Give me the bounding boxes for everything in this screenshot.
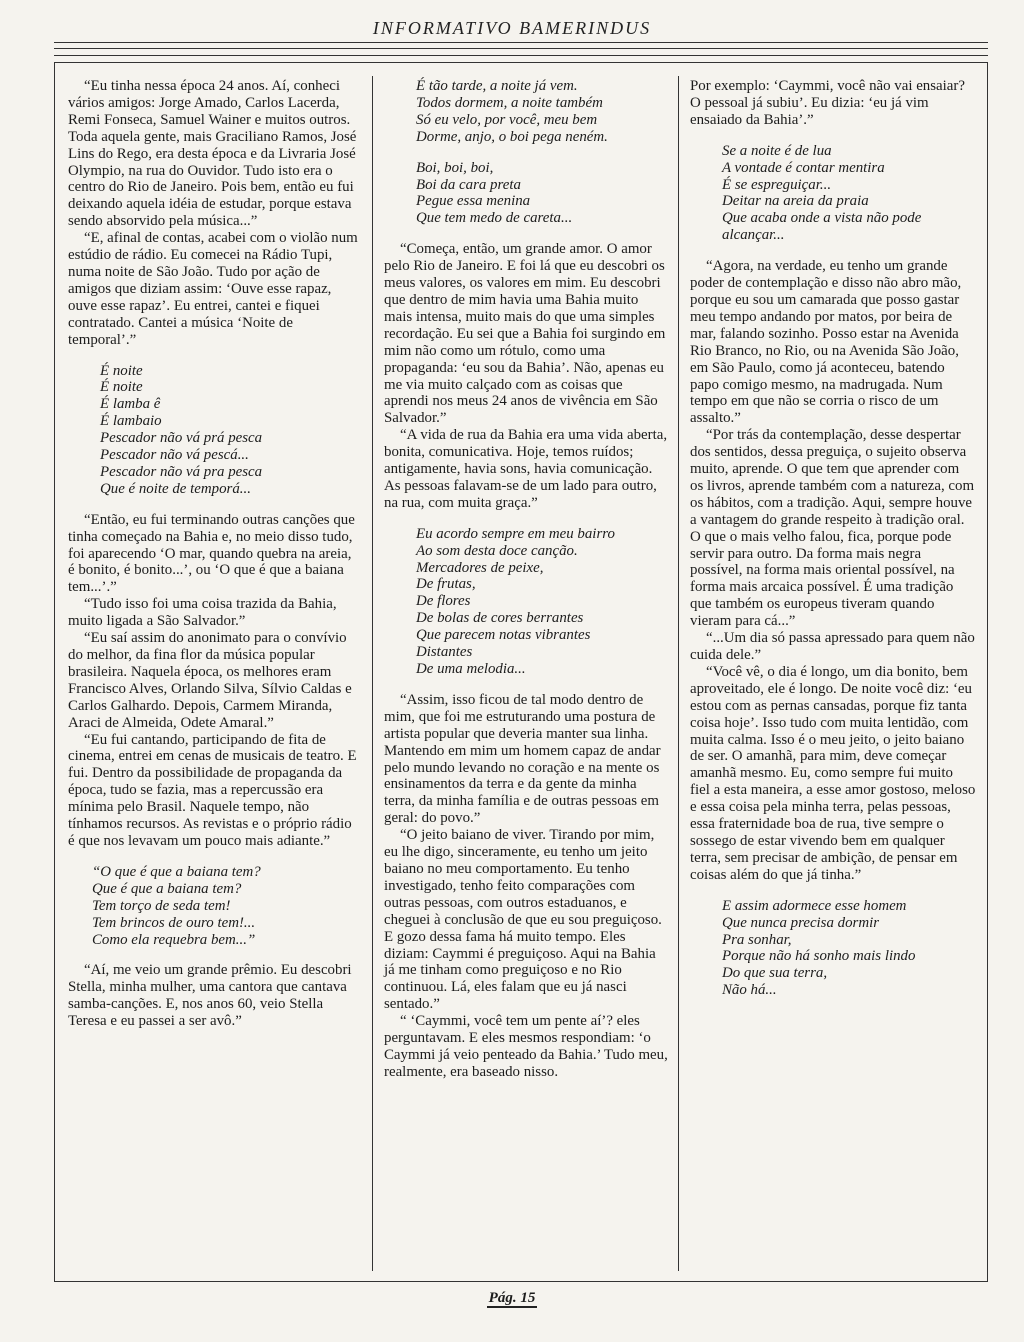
paragraph: “ ‘Caymmi, você tem um pente aí’? eles perguntavam. E eles mesmos respondiam: ‘o Caymmi já veio penteado da Bahia.’ Tudo meu, realmente, era baseado nisso. (384, 1013, 668, 1080)
paragraph: “E, afinal de contas, acabei com o violão num estúdio de rádio. Eu comecei na Rádio Tupi, numa noite de São João. Tudo por ação de amigos que diziam assim: ‘Ouve esse rapaz, ouve esse rapaz’. Eu entrei, cantei e fiquei contratado. Cantei a música ‘Noite de temporal’.” (68, 230, 358, 348)
column-2 (384, 78, 668, 1081)
paragraph: “Tudo isso foi uma coisa trazida da Bahia, muito ligada a São Salvador.” (68, 596, 337, 630)
paragraph: “O jeito baiano de viver. Tirando por mim, eu lhe digo, sinceramente, eu tenho um jeito baiano no meu comportamento. Eu tenho investigado, tenho feito comparações com outras pessoas, com outros estaduanos, e cheguei à conclusão de que eu sou preguiçoso. E gozo dessa fama há muito tempo. Eles diziam: Caymmi é preguiçoso. Aqui na Bahia já me tinham como preguiçoso e no Rio continuou. Lá, eles falam que eu já nasci sentado.” (384, 827, 662, 1013)
paragraph: Por exemplo: ‘Caymmi, você não vai ensaiar? O pessoal já subiu’. Eu dizia: ‘eu já vim ensaiado da Bahia’.” (690, 78, 965, 128)
poem-verse: É tão tarde, a noite já vem. Todos dormem, a noite também Só eu velo, por você, meu bem Dorme, anjo, o boi pega neném. (416, 78, 608, 145)
header-rule (54, 42, 988, 56)
page-header: INFORMATIVO BAMERINDUS (372, 18, 652, 38)
paragraph: “Então, eu fui terminando outras canções que tinha começado na Bahia e, no meio disso tudo, foi aparecendo ‘O mar, quando quebra na areia, é bonito, é bonito...’, ou ‘O que é que a baiana tem...’.” (68, 511, 355, 596)
paragraph: “A vida de rua da Bahia era uma vida aberta, bonita, comunicativa. Hoje, temos ruídos; antigamente, havia sons, havia comunicação. As pessoas falavam-se de um lado para outro, na rua, com muita graça.” (384, 427, 668, 511)
paragraph: “Aí, me veio um grande prêmio. Eu descobri Stella, minha mulher, uma cantora que cantava samba-canções. E, nos anos 60, veio Stella Teresa e eu passei a ser avô.” (68, 962, 352, 1030)
paragraph: “Assim, isso ficou de tal modo dentro de mim, que foi me estruturando uma postura de artista popular que deveria manter sua linha. Mantendo em mim um homem capaz de andar pelo mundo levando no coração e na mente os ensinamentos da terra e da gente da minha terra, da minha família e de outras pessoas em geral: do povo.” (384, 691, 661, 827)
column-divider-2 (678, 76, 679, 1271)
paragraph: “...Um dia só passa apressado para quem não cuida dele.” (690, 630, 975, 663)
poem-verse: Eu acordo sempre em meu bairro Ao som desta doce canção. Mercadores de peixe, De frutas, De flores De bolas de cores berrantes Que parecem notas vibrantes Distantes De uma melodia... (416, 525, 615, 677)
poem-verse: “O que é que a baiana tem? Que é que a baiana tem? Tem torço de seda tem! Tem brincos de ouro tem!... Como ela requebra bem...” (92, 863, 261, 948)
paragraph: “Eu saí assim do anonimato para o convívio do melhor, da fina flor da música popular brasileira. Naquela época, os melhores eram Francisco Alves, Orlando Silva, Sílvio Caldas e Carlos Galhardo. Depois, Carmem Miranda, Araci de Almeida, Odete Amaral.” (68, 630, 352, 731)
paragraph: “Começa, então, um grande amor. O amor pelo Rio de Janeiro. E foi lá que eu descobri os meus valores, os valores em mim. Eu descobri que dentro de mim havia uma Bahia muito mais intensa, muito mais do que uma simples recordação. Eu sei que a Bahia foi surgindo em mim não como um rótulo, como uma propaganda: ‘eu sou da Bahia’. Não, apenas eu me via muito calçado com as coisas que aprendi nos meus 24 anos de vivência em São Salvador.” (384, 241, 666, 427)
poem-verse: E assim adormece esse homem Que nunca precisa dormir Pra sonhar, Porque não há sonho mais lindo Do que sua terra, Não há... (722, 897, 916, 999)
paragraph: “Eu fui cantando, participando de fita de cinema, entrei em cenas de musicais de teatro. E fui. Dentro da possibilidade de propaganda da época, tudo se fazia, mas a repercussão era mínima pelo Brasil. Naquele tempo, não tínhamos recursos. As revistas e o próprio rádio é que nos levavam um pouco mais adiante.” (68, 731, 357, 849)
paragraph: “Por trás da contemplação, desse despertar dos sentidos, dessa preguiça, o sujeito observa muito, aprende. O que tem que aprender com os livros, aprende também com a natureza, com os hábitos, com a tradição. Aqui, sempre houve a vantagem do grande respeito à tradição oral. O que o mais velho falou, fica, porque pode servir para outro. Da forma mais negra possível, na forma mais oriental possível, na forma mais arcaica possível. É uma tradição que também os europeus tiveram quando vieram para cá...” (690, 427, 975, 630)
poem-verse: Se a noite é de lua A vontade é contar mentira É se espreguiçar... Deitar na areia da praia Que acaba onde a vista não pode alcançar... (722, 142, 922, 244)
column-3 (690, 78, 976, 999)
column-divider-1 (372, 76, 373, 1271)
column-1 (68, 78, 360, 1030)
poem-verse: É noite É noite É lamba ê É lambaio Pescador não vá prá pesca Pescador não vá pescá... Pescador não vá pra pesca Que é noite de temporá... (100, 362, 263, 497)
page-number: Pág. 15 (488, 1290, 536, 1306)
paragraph: “Agora, na verdade, eu tenho um grande poder de contemplação e disso não abro mão, porque eu sou um camarada que posso gastar meu tempo andando por matos, por beira de mar, falando sozinho. Posso estar na Avenida Rio Branco, no Rio, ou na Avenida São João, em São Paulo, como já aconteceu, batendo papo comigo mesmo, na madrugada. Num tempo em que não se corria o risco de um assalto.” (690, 258, 962, 427)
paragraph: “Eu tinha nessa época 24 anos. Aí, conheci vários amigos: Jorge Amado, Carlos Lacerda, Remi Fonseca, Samuel Wainer e muitos outros. Toda aquela gente, mais Graciliano Ramos, José Lins do Rego, era desta época e da Livraria José Olympio, na rua do Ouvidor. Tudo isto era o centro do Rio de Janeiro. Pois bem, então eu fui deixando aquela idéia de estudar, porque estava sendo absorvido pela música...” (68, 78, 357, 230)
poem-verse: Boi, boi, boi, Boi da cara preta Pegue essa menina Que tem medo de careta... (416, 159, 573, 227)
paragraph: “Você vê, o dia é longo, um dia bonito, bem aproveitado, ele é longo. De noite você diz: ‘eu estou com as pernas cansadas, porque fiz tanta coisa hoje’. Isso tudo com muita lentidão, com muita calma. Isso é o meu jeito, o jeito baiano de ser. O amanhã, para mim, deve começar amanhã mesmo. Eu, como sempre fui muito fiel a esta maneira, a esse amor gostoso, meloso e essa coisa pela minha terra, pelas pessoas, essa fraternidade boa de rua, tive sempre o sossego de estar vivendo bem em qualquer terra, sem precisar de ambição, de pensar em coisas além do que já tinha.” (690, 663, 976, 883)
